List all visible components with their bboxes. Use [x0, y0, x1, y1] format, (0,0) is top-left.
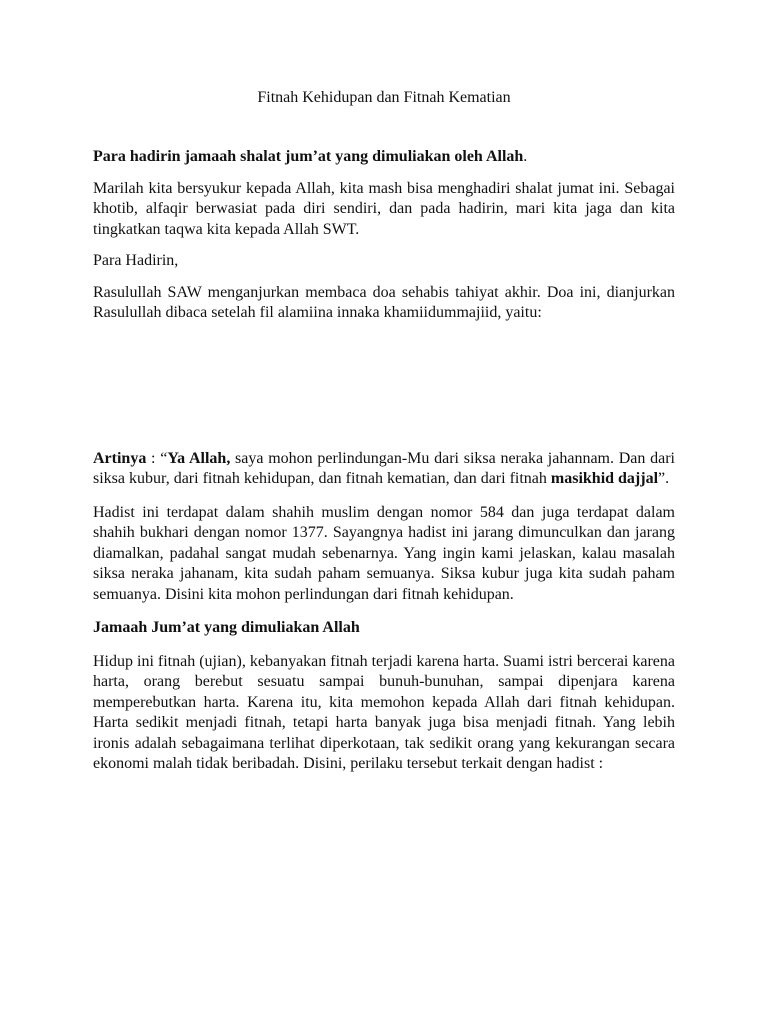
paragraph-rasulullah: Rasulullah SAW menganjurkan membaca doa sehabis tahiyat akhir. Doa ini, dianjurkan Rasulullah dibaca setelah fil alamiina innaka khamiidummajiid, yaitu: [93, 283, 675, 321]
paragraph-para-hadirin: Para Hadirin, [93, 252, 179, 269]
document-page [93, 87, 675, 775]
paragraph-artinya [93, 449, 675, 490]
artinya-label: Artinya [93, 449, 147, 467]
paragraph-hadist: Hadist ini terdapat dalam shahih muslim dengan nomor 584 dan juga terdapat dalam shahih bukhari dengan nomor 1377. Sayangnya hadist ini jarang dimunculkan dan jarang diamalkan, padahal sangat mudah sebenarnya. Yang ingin kami jelaskan, kalau masalah siksa neraka jahanam, kita sudah paham semuanya. Siksa kubur juga kita sudah paham semuanya. Disini kita mohon perlindungan dari fitnah kehidupan. [93, 503, 675, 603]
greeting-heading-period: . [523, 148, 528, 165]
artinya-end: ”. [658, 470, 670, 487]
artinya-body: saya mohon perlindungan-Mu dari siksa neraka jahannam. Dan dari siksa kubur, dari fitnah kehidupan, dan fitnah kematian, dan dari fitnah [93, 449, 675, 487]
blank-space [93, 324, 675, 449]
paragraph-fitnah-harta: Hidup ini fitnah (ujian), kebanyakan fitnah terjadi karena harta. Suami istri bercerai karena harta, orang berebut sesuatu sampai bunuh-bunuhan, sampai dipenjara karena memperebutkan harta. Karena itu, kita memohon kepada Allah dari fitnah kehidupan. Harta sedikit menjadi fitnah, tetapi harta banyak juga bisa menjadi fitnah. Yang lebih ironis adalah sebagaimana terlihat diperkotaan, tak sedikit orang yang kekurangan secara ekonomi malah tidak beribadah. Disini, perilaku tersebut terkait dengan hadist : [93, 652, 675, 772]
artinya-ya-allah: Ya Allah, [167, 449, 231, 467]
document-title: Fitnah Kehidupan dan Fitnah Kematian [257, 89, 511, 106]
greeting-heading [93, 147, 675, 168]
artinya-dajjal: masikhid dajjal [550, 470, 659, 487]
artinya-separator: : “ [146, 449, 168, 467]
greeting-heading-text: Para hadirin jamaah shalat jum’at yang dimuliakan oleh Allah [93, 148, 524, 165]
paragraph-opening: Marilah kita bersyukur kepada Allah, kita mash bisa menghadiri shalat jumat ini. Sebagai khotib, alfaqir berwasiat pada diri sendiri, dan pada hadirin, mari kita jaga dan kita tingkatkan taqwa kita kepada Allah SWT. [93, 179, 675, 238]
section-heading-jamaah: Jamaah Jum’at yang dimuliakan Allah [93, 619, 360, 636]
